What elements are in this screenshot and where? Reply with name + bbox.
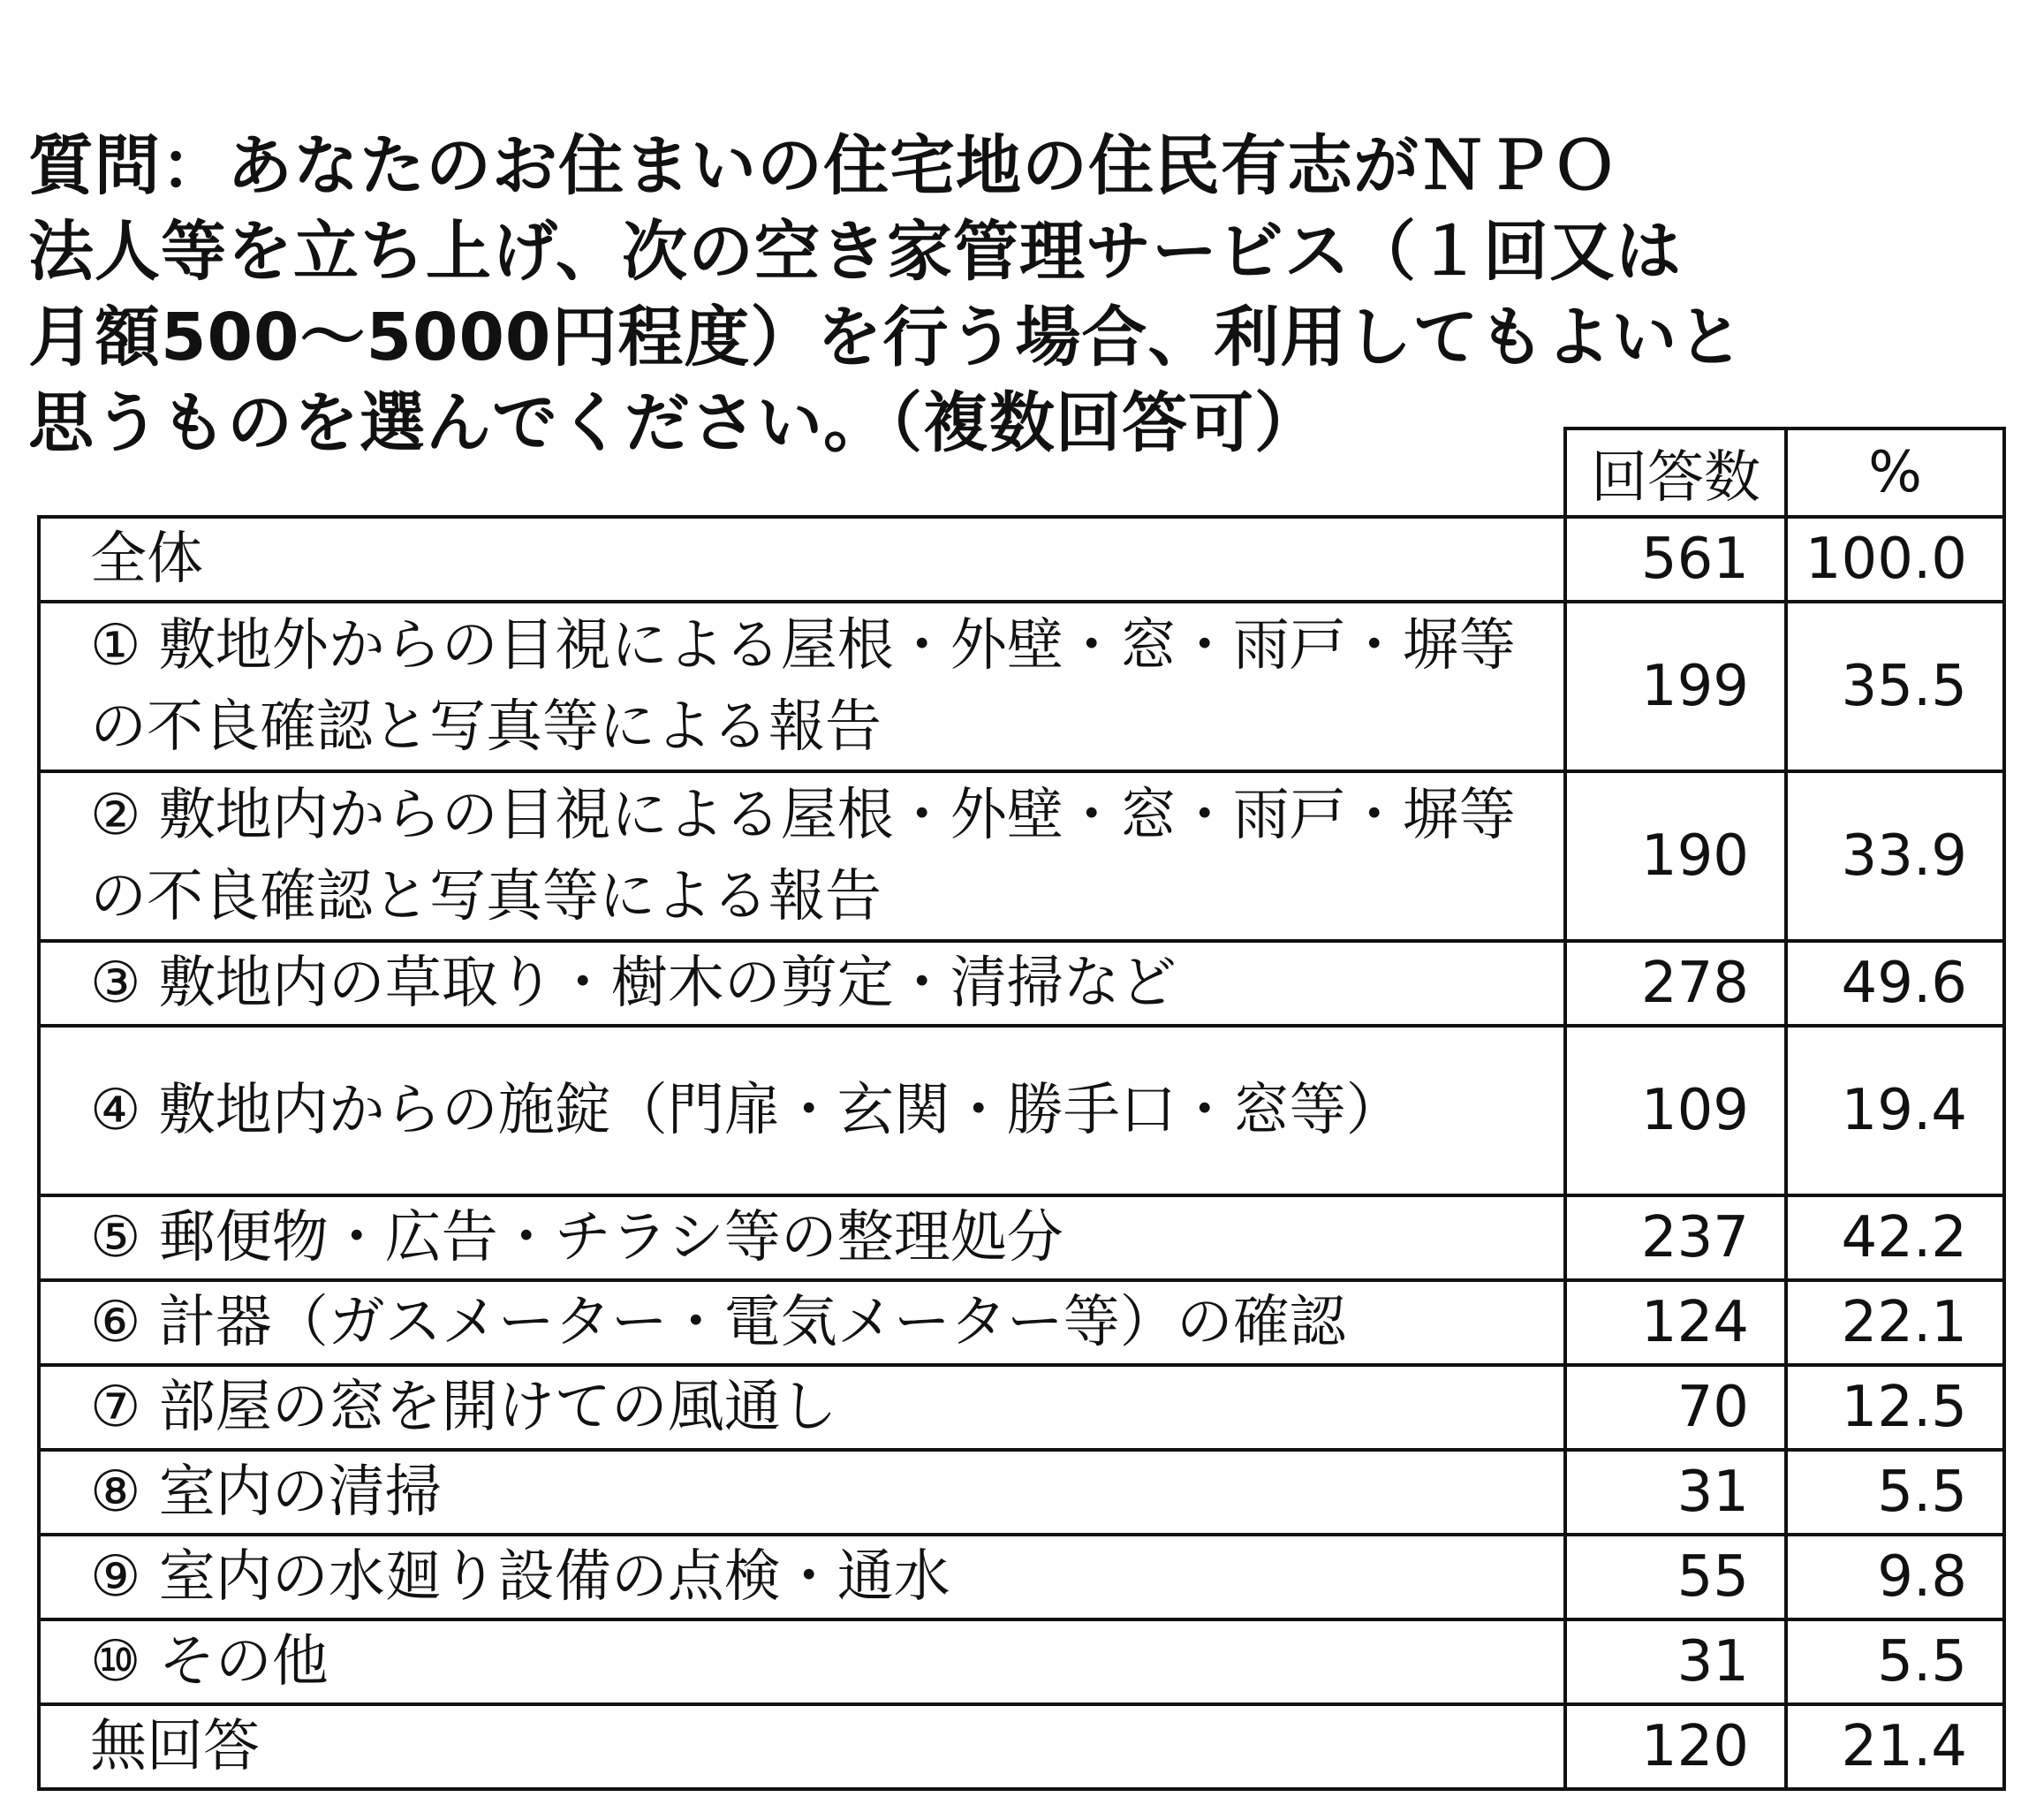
row-label: ⑨ 室内の水廻り設備の点検・通水 (39, 1535, 1565, 1619)
question-line: 月額500～5000円程度）を行う場合、利用してもよいと (28, 300, 1745, 375)
table-header-row (39, 428, 2004, 517)
row-count: 124 (1565, 1280, 1786, 1365)
row-label: ① 敷地外からの目視による屋根・外壁・窓・雨戸・塀等の不良確認と写真等による報告 (39, 602, 1565, 771)
row-label: ⑧ 室内の清掃 (39, 1450, 1565, 1535)
row-count: 31 (1565, 1619, 1786, 1704)
results-table (37, 427, 2006, 1791)
row-percent: 9.8 (1786, 1535, 2004, 1619)
header-spacer (39, 428, 1565, 517)
table-row (39, 1026, 2004, 1195)
row-count: 109 (1565, 1026, 1786, 1195)
row-count: 237 (1565, 1195, 1786, 1280)
row-count: 55 (1565, 1535, 1786, 1619)
row-label: 無回答 (39, 1704, 1565, 1789)
row-label: 全体 (39, 517, 1565, 602)
table-row (39, 941, 2004, 1026)
table-row (39, 1280, 2004, 1365)
row-percent: 42.2 (1786, 1195, 2004, 1280)
row-percent: 35.5 (1786, 602, 2004, 771)
header-count: 回答数 (1565, 428, 1786, 517)
table-row-total (39, 517, 2004, 602)
question-line: 質問：あなたのお住まいの住宅地の住民有志がＮＰＯ (28, 128, 1618, 204)
row-count: 190 (1565, 771, 1786, 941)
row-percent: 19.4 (1786, 1026, 2004, 1195)
row-percent: 100.0 (1786, 517, 2004, 602)
question-line: 思うものを選んでください。（複数回答可） (28, 385, 1321, 461)
row-label: ⑤ 郵便物・広告・チラシ等の整理処分 (39, 1195, 1565, 1280)
row-percent: 22.1 (1786, 1280, 2004, 1365)
table-row (39, 602, 2004, 771)
row-count: 120 (1565, 1704, 1786, 1789)
row-percent: 21.4 (1786, 1704, 2004, 1789)
table-row (39, 1535, 2004, 1619)
row-count: 199 (1565, 602, 1786, 771)
row-label: ⑦ 部屋の窓を開けての風通し (39, 1365, 1565, 1450)
question-line: 法人等を立ち上げ、次の空き家管理サービス（１回又は (28, 214, 1683, 290)
row-label: ⑥ 計器（ガスメーター・電気メーター等）の確認 (39, 1280, 1565, 1365)
row-percent: 33.9 (1786, 771, 2004, 941)
header-percent: % (1786, 428, 2004, 517)
table-row (39, 1195, 2004, 1280)
table-row (39, 771, 2004, 941)
table-row-no-answer (39, 1704, 2004, 1789)
question-text (28, 124, 1998, 466)
row-count: 70 (1565, 1365, 1786, 1450)
row-percent: 12.5 (1786, 1365, 2004, 1450)
row-percent: 49.6 (1786, 941, 2004, 1026)
row-count: 561 (1565, 517, 1786, 602)
row-count: 31 (1565, 1450, 1786, 1535)
row-label: ③ 敷地内の草取り・樹木の剪定・清掃など (39, 941, 1565, 1026)
table-row (39, 1619, 2004, 1704)
row-label: ⑩ その他 (39, 1619, 1565, 1704)
row-percent: 5.5 (1786, 1619, 2004, 1704)
table-row (39, 1450, 2004, 1535)
row-label: ④ 敷地内からの施錠（門扉・玄関・勝手口・窓等） (39, 1026, 1565, 1195)
row-count: 278 (1565, 941, 1786, 1026)
row-percent: 5.5 (1786, 1450, 2004, 1535)
table-row (39, 1365, 2004, 1450)
row-label: ② 敷地内からの目視による屋根・外壁・窓・雨戸・塀等の不良確認と写真等による報告 (39, 771, 1565, 941)
